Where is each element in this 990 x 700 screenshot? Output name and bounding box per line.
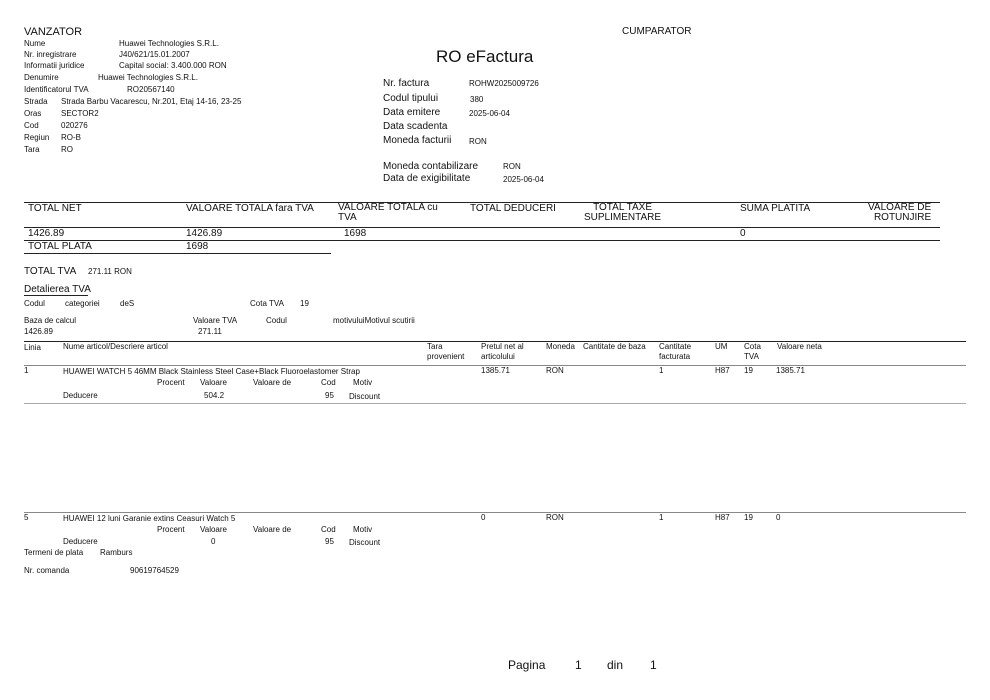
total-pay-rule — [24, 253, 331, 254]
invoice-number: ROHW2025009726 — [469, 79, 539, 88]
totals-extra-header — [584, 203, 661, 223]
lines-header-price — [481, 342, 524, 362]
total-pay-label: TOTAL PLATA — [28, 241, 92, 252]
total-vat-value: 271.11 RON — [88, 267, 132, 276]
item-1-currency: RON — [546, 366, 564, 375]
seller-code-label: Cod — [24, 121, 39, 130]
totals-no-vat-value: 1426.89 — [186, 228, 223, 239]
vat-reason-code-label: Codul — [266, 316, 287, 325]
buyer-heading: CUMPARATOR — [622, 26, 692, 37]
totals-header-rule — [24, 227, 940, 228]
item-1-ded-reason-header: Motiv — [353, 378, 373, 387]
item-5-no: 5 — [24, 513, 29, 522]
seller-street-label: Strada — [24, 97, 48, 106]
item-5-ded-value-header: Valoare — [200, 525, 227, 534]
item-5-rate: 19 — [744, 513, 753, 522]
seller-heading: VANZATOR — [24, 26, 83, 38]
acc-currency-label: Moneda contabilizare — [383, 161, 479, 172]
seller-denumire-label: Denumire — [24, 73, 59, 82]
issue-date-label: Data emitere — [383, 107, 441, 118]
rounding-header-line1: VALOARE DE — [868, 202, 932, 213]
document-title: RO eFactura — [436, 47, 534, 66]
seller-region-label: Regiun — [24, 133, 50, 142]
vat-reason-label: motivuluiMotivul scutirii — [333, 316, 415, 325]
rate-header-line1: Cota — [744, 342, 761, 351]
item-1-ded-percent-header: Procent — [157, 378, 185, 387]
order-number-label: Nr. comanda — [24, 566, 70, 575]
lines-header-um: UM — [715, 342, 728, 351]
totals-with-vat-header — [338, 203, 438, 223]
vat-base-label: Baza de calcul — [24, 316, 77, 325]
with-vat-header-line2: TVA — [338, 212, 357, 223]
vat-value-label: Valoare TVA — [193, 316, 238, 325]
lines-header-rate — [744, 342, 761, 362]
item-5-currency: RON — [546, 513, 564, 522]
seller-legal: Capital social: 3.400.000 RON — [119, 61, 227, 70]
totals-net-value: 1426.89 — [28, 228, 65, 239]
item-5-um: H87 — [715, 513, 730, 522]
payable-date: 2025-06-04 — [503, 175, 544, 184]
item-1-ded-code: 95 — [325, 391, 334, 400]
acc-currency: RON — [503, 162, 521, 171]
extra-header-line2: SUPLIMENTARE — [584, 212, 662, 223]
rounding-header-line2: ROTUNJIRE — [873, 212, 932, 223]
lines-header-line: Linia — [24, 343, 41, 352]
page-total: 1 — [650, 658, 657, 672]
seller-legal-label: Informatii juridice — [24, 61, 85, 70]
with-vat-header-line1: VALOARE TOTALA cu — [338, 202, 438, 213]
seller-country: RO — [61, 145, 73, 154]
item-5-qty: 1 — [659, 513, 664, 522]
item-1-ded-label: Deducere — [63, 391, 98, 400]
seller-reg-label: Nr. inregistrare — [24, 50, 77, 59]
totals-paid-value: 0 — [740, 228, 746, 239]
item-5-ded-code: 95 — [325, 537, 334, 546]
item-5-net-value: 0 — [776, 513, 781, 522]
vat-code-label: Codul — [24, 299, 45, 308]
vat-category-label: categoriei — [65, 299, 100, 308]
seller-street: Strada Barbu Vacarescu, Nr.201, Etaj 14-16, 23-25 — [61, 97, 242, 106]
seller-vat: RO20567140 — [127, 85, 175, 94]
item-5-ded-reason: Discount — [349, 538, 381, 547]
origin-header-line1: Tara — [427, 342, 443, 351]
item-5-price: 0 — [481, 513, 486, 522]
totals-no-vat-header: VALOARE TOTALA fara TVA — [186, 203, 314, 214]
page-number: 1 — [575, 658, 582, 672]
seller-name: Huawei Technologies S.R.L. — [119, 39, 219, 48]
order-number: 90619764529 — [130, 566, 179, 575]
vat-base: 1426.89 — [24, 327, 53, 336]
lines-header-name: Nume articol/Descriere articol — [63, 342, 168, 351]
item-5-name: HUAWEI 12 luni Garanie extins Ceasuri Watch 5 — [63, 514, 236, 523]
lines-header-net-value: Valoare neta — [777, 342, 822, 351]
vat-category: deS — [120, 299, 135, 308]
currency-label: Moneda facturii — [383, 135, 452, 146]
vat-detail-heading: Detalierea TVA — [24, 284, 91, 295]
item-1-qty: 1 — [659, 366, 664, 375]
seller-reg: J40/621/15.01.2007 — [119, 50, 190, 59]
seller-vat-label: Identificatorul TVA — [24, 85, 89, 94]
rate-header-line2: TVA — [744, 352, 759, 361]
due-date-label: Data scadenta — [383, 121, 448, 132]
issue-date: 2025-06-04 — [469, 109, 510, 118]
price-header-line2: articolului — [481, 352, 515, 361]
type-code-label: Codul tipului — [383, 93, 439, 104]
item-1-price: 1385.71 — [481, 366, 510, 375]
total-vat-label: TOTAL TVA — [24, 266, 77, 277]
payment-terms-label: Termeni de plata — [24, 548, 84, 557]
item-1-bottom-rule — [24, 403, 966, 404]
item-5-ded-value: 0 — [211, 537, 216, 546]
total-pay-value: 1698 — [186, 241, 209, 252]
totals-paid-header: SUMA PLATITA — [740, 203, 811, 214]
item-5-ded-value-of-header: Valoare de — [253, 525, 292, 534]
lines-header-base-qty: Cantitate de baza — [583, 342, 646, 351]
qty-header-line1: Cantitate — [659, 342, 692, 351]
lines-header-qty — [659, 342, 691, 362]
payment-terms: Ramburs — [100, 548, 133, 557]
item-1-ded-reason: Discount — [349, 392, 381, 401]
totals-with-vat-value: 1698 — [344, 228, 367, 239]
totals-row-rule — [24, 240, 940, 241]
seller-city: SECTOR2 — [61, 109, 99, 118]
totals-net-header: TOTAL NET — [28, 203, 82, 214]
origin-header-line2: provenient — [427, 352, 465, 361]
page-label: Pagina — [508, 658, 546, 672]
item-5-ded-reason-header: Motiv — [353, 525, 373, 534]
item-1-ded-code-header: Cod — [321, 378, 336, 387]
seller-country-label: Tara — [24, 145, 40, 154]
vat-rate: 19 — [300, 299, 309, 308]
item-1-no: 1 — [24, 366, 29, 375]
item-1-ded-value-header: Valoare — [200, 378, 227, 387]
seller-region: RO-B — [61, 133, 81, 142]
item-1-name: HUAWEI WATCH 5 46MM Black Stainless Steel Case+Black Fluoroelastomer Strap — [63, 367, 360, 376]
currency: RON — [469, 137, 487, 146]
qty-header-line2: facturata — [659, 352, 691, 361]
vat-rate-label: Cota TVA — [250, 299, 284, 308]
totals-deductions-header: TOTAL DEDUCERI — [470, 203, 556, 214]
item-1-um: H87 — [715, 366, 730, 375]
seller-denumire: Huawei Technologies S.R.L. — [98, 73, 198, 82]
seller-city-label: Oras — [24, 109, 42, 118]
page-of-label: din — [607, 658, 624, 672]
seller-code: 020276 — [61, 121, 88, 130]
item-1-ded-value-of-header: Valoare de — [253, 378, 292, 387]
extra-header-line1: TOTAL TAXE — [593, 202, 652, 213]
seller-name-label: Nume — [24, 39, 46, 48]
item-5-top-rule — [24, 512, 966, 513]
item-5-ded-percent-header: Procent — [157, 525, 185, 534]
payable-date-label: Data de exigibilitate — [383, 173, 471, 184]
lines-header-currency: Moneda — [546, 342, 575, 351]
item-5-ded-label: Deducere — [63, 537, 98, 546]
item-1-rate: 19 — [744, 366, 753, 375]
totals-rounding-header — [868, 203, 931, 223]
type-code: 380 — [470, 95, 484, 104]
item-5-ded-code-header: Cod — [321, 525, 336, 534]
invoice-number-label: Nr. factura — [383, 78, 430, 89]
vat-value: 271.11 — [198, 327, 222, 336]
vat-detail-underline — [24, 295, 88, 296]
item-1-net-value: 1385.71 — [776, 366, 805, 375]
price-header-line1: Pretul net al — [481, 342, 524, 351]
lines-header-origin — [427, 342, 464, 362]
item-1-ded-value: 504.2 — [204, 391, 225, 400]
